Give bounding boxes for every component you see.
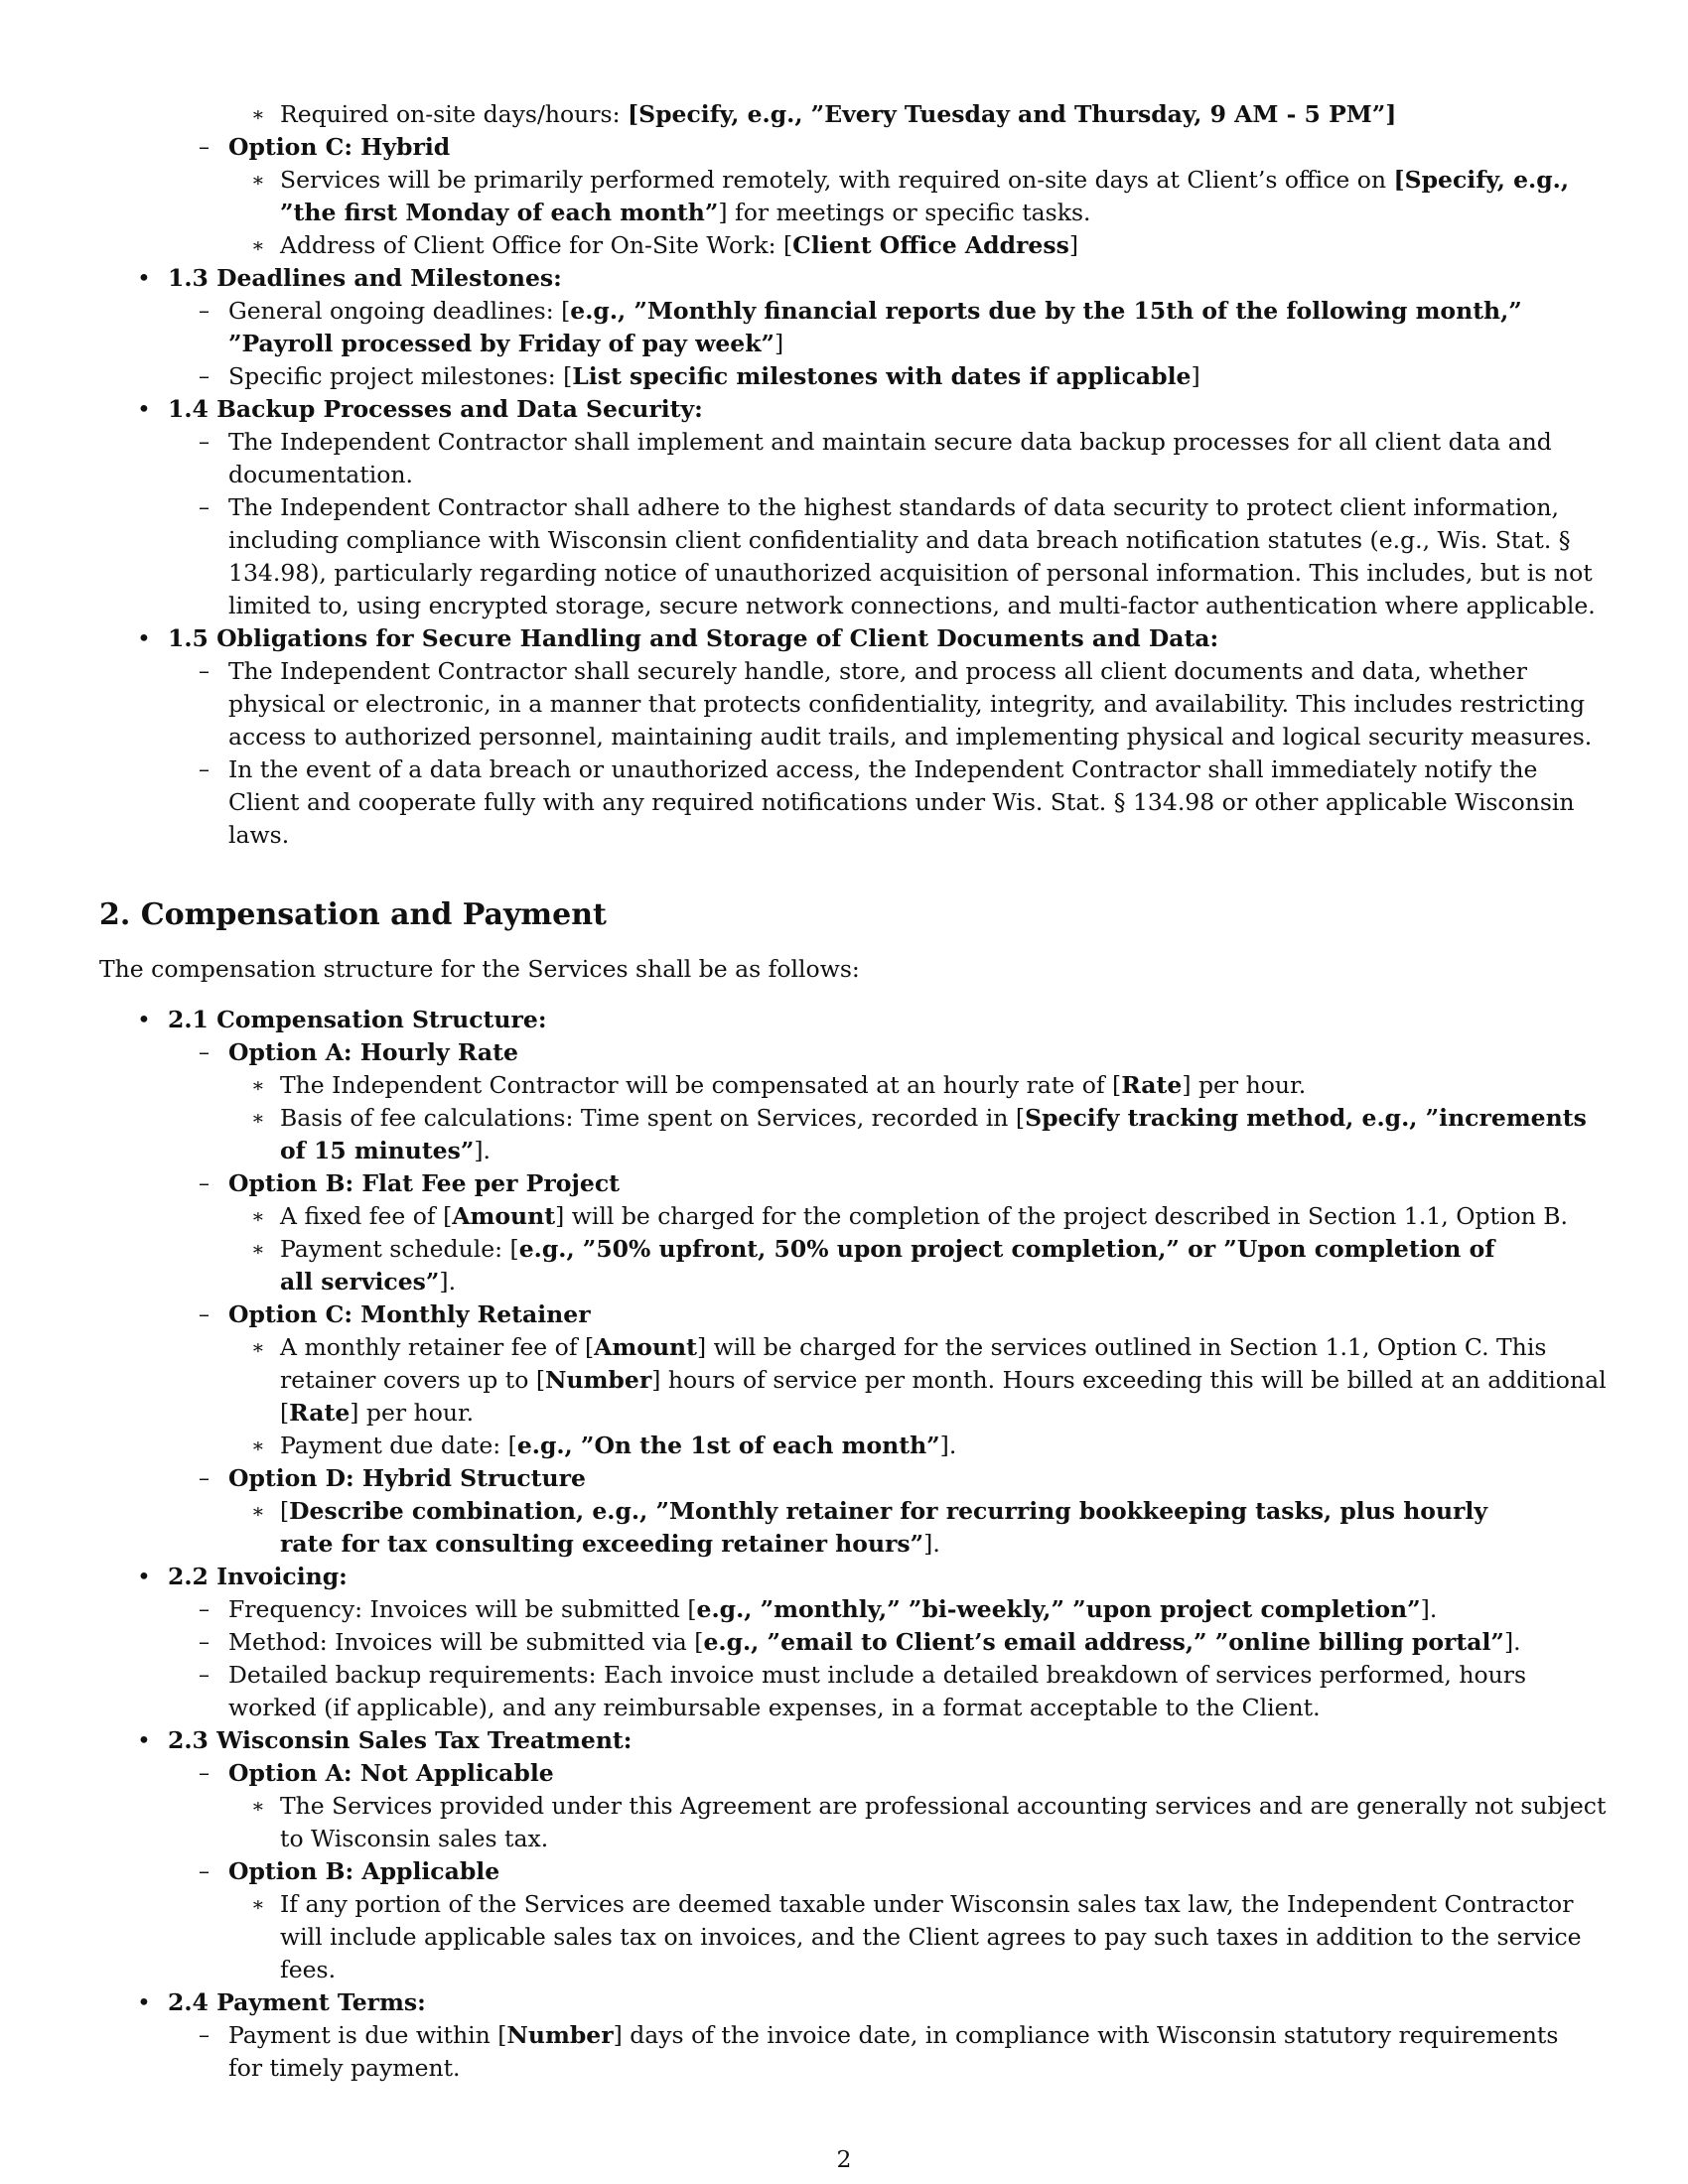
text-line: documentation. [228,461,413,488]
text-line: If any portion of the Services are deemed taxable under Wisconsin sales tax law, the Independent Contractor [280,1890,1574,1918]
dash-icon: – [199,299,210,324]
text-line: ”the first Monday of each month”] for meetings or specific tasks. [280,199,1091,226]
text-line: Payment is due within [Number] days of the invoice date, in compliance with Wisconsin statutory requirements [228,2021,1559,2049]
text-line: 1.4 Backup Processes and Data Security: [168,395,703,423]
text-line: The Independent Contractor will be compensated at an hourly rate of [Rate] per hour. [280,1071,1307,1099]
asterisk-icon: ∗ [251,233,265,257]
text-line: The Independent Contractor shall implement and maintain secure data backup processes for all client data and [228,428,1552,456]
dash-icon: – [199,135,210,160]
bullet-icon: • [137,264,151,292]
dash-icon: – [199,430,210,455]
bullet-icon: • [137,1988,151,2016]
text-line: physical or electronic, in a manner that protects confidentiality, integrity, and availability. This includes restricting [228,690,1585,718]
text-line: including compliance with Wisconsin client confidentiality and data breach notification statutes (e.g., Wis. Stat. § [228,526,1571,554]
text-line: Method: Invoices will be submitted via [e.g., ”email to Client’s email address,” ”online billing portal”]. [228,1628,1521,1656]
text-line: Option C: Hybrid [228,133,451,161]
text-line: Frequency: Invoices will be submitted [e.g., ”monthly,” ”bi-weekly,” ”upon project completion”]. [228,1595,1438,1623]
text-line: to Wisconsin sales tax. [280,1825,549,1852]
asterisk-icon: ∗ [251,102,265,126]
text-line: rate for tax consulting exceeding retainer hours”]. [280,1530,940,1558]
bullet-icon: • [137,395,151,423]
text-line: worked (if applicable), and any reimbursable expenses, in a format acceptable to the Client. [228,1694,1321,1721]
dash-icon: – [199,2023,210,2048]
asterisk-icon: ∗ [251,1794,265,1818]
dash-icon: – [199,1466,210,1491]
text-line: Option A: Not Applicable [228,1759,554,1787]
text-line: Basis of fee calculations: Time spent on Services, recorded in [Specify tracking method, e.g., ”increments [280,1104,1587,1132]
bullet-icon: • [137,1006,151,1033]
text-line: will include applicable sales tax on invoices, and the Client agrees to pay such taxes in addition to the service [280,1923,1582,1951]
text-line: A monthly retainer fee of [Amount] will be charged for the services outlined in Section 1.1, Option C. This [280,1333,1547,1361]
page-number: 2 [836,2145,852,2173]
dash-icon: – [199,757,210,782]
text-line: of 15 minutes”]. [280,1137,492,1164]
dash-icon: – [199,1663,210,1688]
text-line: Option B: Flat Fee per Project [228,1169,620,1197]
bullet-icon: • [137,624,151,652]
asterisk-icon: ∗ [251,1335,265,1359]
asterisk-icon: ∗ [251,1204,265,1228]
asterisk-icon: ∗ [251,1892,265,1916]
dash-icon: – [199,1597,210,1622]
text-line: retainer covers up to [Number] hours of service per month. Hours exceeding this will be billed at an additional [280,1366,1607,1394]
text-line: Specific project milestones: [List specific milestones with dates if applicable] [228,362,1200,390]
text-line: Payment schedule: [e.g., ”50% upfront, 50% upon project completion,” or ”Upon completion of [280,1235,1495,1263]
text-line: [Describe combination, e.g., ”Monthly retainer for recurring bookkeeping tasks, plus hourly [280,1497,1488,1525]
bullet-icon: • [137,1563,151,1590]
text-line: The Independent Contractor shall securely handle, store, and process all client documents and data, whether [228,657,1528,685]
text-line: In the event of a data breach or unauthorized access, the Independent Contractor shall immediately notify the [228,755,1538,783]
text-line: The Services provided under this Agreement are professional accounting services and are generally not subject [280,1792,1607,1820]
asterisk-icon: ∗ [251,1106,265,1130]
text-line: Option D: Hybrid Structure [228,1464,586,1492]
text-line: Services will be primarily performed remotely, with required on-site days at Client’s office on [Specify, e.g., [280,166,1570,194]
text-line: Client and cooperate fully with any required notifications under Wis. Stat. § 134.98 or other applicable Wisconsin [228,788,1575,816]
dash-icon: – [199,1040,210,1065]
text-line: 2.2 Invoicing: [168,1563,348,1590]
text-line: limited to, using encrypted storage, secure network connections, and multi-factor authentication where applicable. [228,592,1596,619]
text-line: 2.4 Payment Terms: [168,1988,426,2016]
bullet-icon: • [137,1726,151,1754]
text-line: 2.3 Wisconsin Sales Tax Treatment: [168,1726,633,1754]
asterisk-icon: ∗ [251,168,265,192]
text-line: The Independent Contractor shall adhere to the highest standards of data security to protect client information, [228,493,1559,521]
text-line: fees. [280,1956,337,1983]
text-line: 134.98), particularly regarding notice of unauthorized acquisition of personal information. This includes, but is not [228,559,1593,587]
text-line: Option A: Hourly Rate [228,1038,518,1066]
text-line: Option C: Monthly Retainer [228,1300,591,1328]
text-line: General ongoing deadlines: [e.g., ”Monthly financial reports due by the 15th of the following month,” [228,297,1522,325]
dash-icon: – [199,1171,210,1196]
text-line: for timely payment. [228,2054,461,2082]
dash-icon: – [199,1761,210,1786]
asterisk-icon: ∗ [251,1499,265,1523]
text-line: access to authorized personnel, maintaining audit trails, and implementing physical and logical security measures. [228,723,1593,751]
section-heading: 2. Compensation and Payment [99,897,607,932]
text-line: Address of Client Office for On-Site Work: [Client Office Address] [280,231,1078,259]
text-line: ”Payroll processed by Friday of pay week”] [228,330,784,357]
asterisk-icon: ∗ [251,1073,265,1097]
text-line: 1.5 Obligations for Secure Handling and Storage of Client Documents and Data: [168,624,1219,652]
dash-icon: – [199,495,210,520]
dash-icon: – [199,1302,210,1327]
text-line: Payment due date: [e.g., ”On the 1st of each month”]. [280,1432,957,1459]
dash-icon: – [199,659,210,684]
text-line: Required on-site days/hours: [Specify, e.g., ”Every Tuesday and Thursday, 9 AM - 5 PM”] [280,100,1397,128]
text-line: Option B: Applicable [228,1857,500,1885]
text-line: all services”]. [280,1268,457,1296]
dash-icon: – [199,364,210,389]
dash-icon: – [199,1859,210,1884]
intro-paragraph: The compensation structure for the Services shall be as follows: [99,955,860,983]
text-line: A fixed fee of [Amount] will be charged for the completion of the project described in Section 1.1, Option B. [280,1202,1568,1230]
text-line: laws. [228,821,290,849]
text-line: Detailed backup requirements: Each invoice must include a detailed breakdown of services performed, hours [228,1661,1527,1689]
text-line: 2.1 Compensation Structure: [168,1006,547,1033]
text-line: 1.3 Deadlines and Milestones: [168,264,562,292]
asterisk-icon: ∗ [251,1433,265,1457]
text-line: [Rate] per hour. [280,1399,475,1427]
asterisk-icon: ∗ [251,1237,265,1261]
dash-icon: – [199,1630,210,1655]
